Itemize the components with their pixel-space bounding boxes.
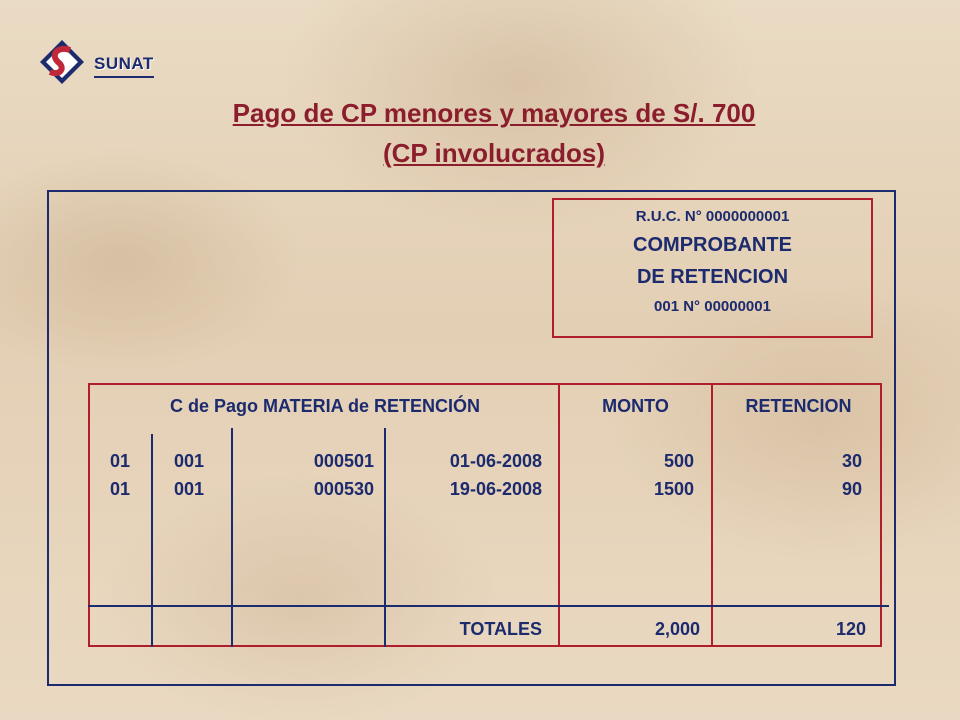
totals-divider xyxy=(88,605,889,607)
retention-table-frame xyxy=(88,383,882,647)
retention-receipt-header xyxy=(552,198,873,338)
ruc-number: R.U.C. N° 0000000001 xyxy=(635,208,790,225)
row1-monto: 500 xyxy=(663,451,694,471)
row2-retencion: 90 xyxy=(841,479,862,499)
row2-serie: 001 xyxy=(174,479,205,499)
column-divider xyxy=(711,383,713,647)
row2-numero: 000530 xyxy=(313,479,374,499)
totals-retencion: 120 xyxy=(835,619,866,639)
row1-tipo: 01 xyxy=(110,451,131,471)
receipt-title-line2: DE RETENCION xyxy=(636,266,789,288)
column-divider xyxy=(231,428,233,647)
totals-monto: 2,000 xyxy=(654,619,700,639)
row1-numero: 000501 xyxy=(313,451,374,471)
page-title: Pago de CP menores y mayores de S/. 700 xyxy=(232,98,756,128)
header-retencion: RETENCION xyxy=(745,396,852,416)
column-divider xyxy=(558,383,560,647)
column-divider xyxy=(384,428,386,647)
page-subtitle: (CP involucrados) xyxy=(382,138,605,168)
row2-fecha: 19-06-2008 xyxy=(449,479,542,499)
row1-retencion: 30 xyxy=(841,451,862,471)
row2-monto: 1500 xyxy=(653,479,694,499)
sunat-diamond-logo-icon xyxy=(36,36,96,96)
row1-serie: 001 xyxy=(174,451,205,471)
receipt-number: 001 N° 00000001 xyxy=(654,298,771,315)
sunat-logo xyxy=(36,36,186,96)
row2-tipo: 01 xyxy=(110,479,131,499)
header-monto: MONTO xyxy=(602,396,669,416)
header-document: C de Pago MATERIA de RETENCIÓN xyxy=(169,396,481,416)
logo-text: SUNAT xyxy=(94,54,154,78)
receipt-title-line1: COMPROBANTE xyxy=(633,234,792,256)
column-divider xyxy=(151,434,153,647)
row1-fecha: 01-06-2008 xyxy=(449,451,542,471)
totals-label: TOTALES xyxy=(459,619,542,639)
